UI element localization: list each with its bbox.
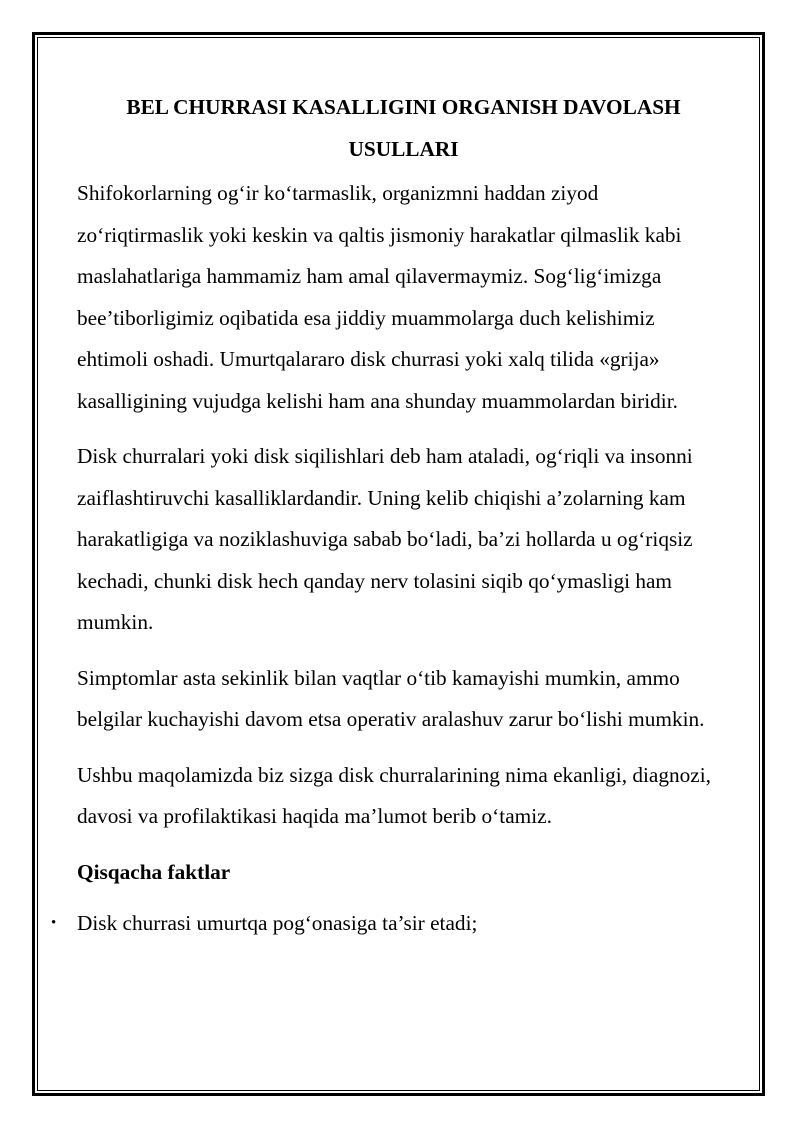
paragraph-article-scope: Ushbu maqolamizda biz sizga disk churralarining nima ekanligi, diagnozi, davosi va profilaktikasi haqida ma’lumot berib o‘tamiz. [77, 762, 711, 828]
list-item-text: Disk churrasi umurtqa pog‘onasiga ta’sir etadi; [77, 911, 478, 935]
paragraph-symptoms: Simptomlar asta sekinlik bilan vaqtlar o‘tib kamayishi mumkin, ammo belgilar kuchayishi davom etsa operativ aralashuv zarur bo‘lishi mumkin. [77, 665, 705, 731]
document-title [77, 86, 727, 170]
list-item [51, 903, 727, 945]
title-line-2: USULLARI [348, 137, 459, 161]
bullet-icon: • [51, 915, 57, 931]
facts-list [51, 903, 727, 945]
document-body [51, 86, 727, 945]
paragraph-disk-description: Disk churralari yoki disk siqilishlari deb ham ataladi, og‘riqli va insonni zaiflashtiruvchi kasalliklardandir. Uning kelib chiqishi a’zolarning kam harakatligiga va noziklashuviga sabab bo‘ladi, ba’zi hollarda u og‘riqsiz kechadi, chunki disk hech qanday nerv tolasini siqib qo‘ymasligi ham mumkin. [77, 444, 693, 634]
paragraph-intro: Shifokorlarning og‘ir ko‘tarmaslik, organizmni haddan ziyod zo‘riqtirmaslik yoki keskin va qaltis jismoniy harakatlar qilmaslik kabi maslahatlariga hammamiz ham amal qilavermaymiz. Sog‘lig‘imizga bee’tiborligimiz oqibatida esa jiddiy muammolarga duch kelishimiz ehtimoli oshadi. Umurtqalararo disk churrasi yoki xalq tilida «grija» kasalligining vujudga kelishi ham ana shunday muammolardan biridir. [77, 181, 682, 413]
title-line-1: BEL CHURRASI KASALLIGINI ORGANISH DAVOLASH [126, 95, 681, 119]
section-heading: Qisqacha faktlar [77, 859, 231, 884]
